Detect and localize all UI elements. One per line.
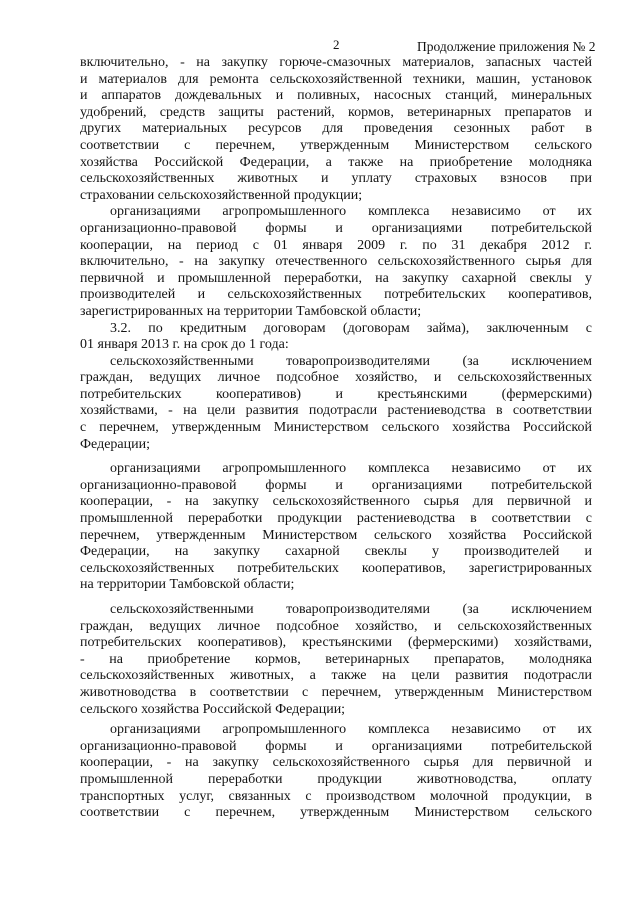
text-line: промышленной переработки продукции животноводства, оплату — [80, 771, 592, 787]
text-line: организационно-правовой формы и организациями потребительской — [80, 220, 592, 236]
paragraph — [80, 354, 592, 454]
text-line: производителей и сельскохозяйственных потребительских кооперативов, — [80, 287, 592, 303]
text-line: животноводства в соответствии с перечнем, утвержденным Министерством — [80, 684, 592, 700]
text-line: соответствии с перечнем, утвержденным Министерством сельского — [80, 137, 592, 153]
text-line: и аппаратов дождевальных и поливных, насосных станций, минеральных — [80, 88, 592, 104]
text-line: кооперации, - на закупку сельскохозяйственного сырья для первичной и — [80, 755, 592, 771]
text-line: включительно, - на закупку отечественного сельскохозяйственного сырья для — [80, 254, 592, 270]
page-number: 2 — [333, 37, 340, 52]
text-line: - на приобретение кормов, ветеринарных препаратов, молодняка — [80, 651, 592, 667]
text-line: граждан, ведущих личное подсобное хозяйство, и сельскохозяйственных — [80, 370, 592, 386]
paragraph — [80, 722, 592, 822]
text-line: Федерации, на закупку сахарной свеклы у производителей и — [80, 544, 592, 560]
text-line: хозяйства Российской Федерации, а также на приобретение молодняка — [80, 154, 592, 170]
text-line: сельскохозяйственных животных, а также на цели развития подотрасли — [80, 668, 592, 684]
text-line: удобрений, средств защиты растений, кормов, ветеринарных препаратов и — [80, 104, 592, 120]
paragraph — [80, 204, 592, 320]
paragraph — [80, 321, 592, 354]
text-line: кооперации, - на закупку сельскохозяйственного сырья для первичной и — [80, 494, 592, 510]
text-line: граждан, ведущих личное подсобное хозяйство, и сельскохозяйственных — [80, 618, 592, 634]
paragraph — [80, 55, 592, 204]
paragraph — [80, 602, 592, 718]
text-line: включительно, - на закупку горюче-смазочных материалов, запасных частей — [80, 55, 592, 70]
text-line: транспортных услуг, связанных с производством молочной продукции, в — [80, 788, 592, 804]
text-line: соответствии с перечнем, утвержденным Министерством сельского — [80, 805, 592, 821]
text-line: хозяйствами, - на цели развития подотрасли растениеводства в соответствии — [80, 403, 592, 419]
text-line: страховании сельскохозяйственной продукции; — [80, 187, 363, 203]
text-line: на территории Тамбовской области; — [80, 577, 295, 593]
text-line: сельскохозяйственными товаропроизводителями (за исключением — [110, 353, 592, 369]
text-line: первичной и промышленной переработки, на закупку сахарной свеклы у — [80, 270, 592, 286]
text-line: с перечнем, утвержденным Министерством сельского хозяйства Российской — [80, 420, 592, 436]
text-line: организациями агропромышленного комплекса независимо от их — [110, 204, 592, 220]
document-body — [80, 55, 592, 822]
text-line: 01 января 2013 г. на срок до 1 года: — [80, 337, 289, 353]
continuation-header: Продолжение приложения № 2 — [417, 39, 596, 54]
text-line: потребительских кооперативов), крестьянскими (фермерскими) хозяйствами, — [80, 635, 592, 651]
paragraph — [80, 461, 592, 594]
text-line: организационно-правовой формы и организациями потребительской — [80, 477, 592, 493]
text-line: перечнем, утвержденным Министерством сельского хозяйства Российской — [80, 527, 592, 543]
text-line: сельскохозяйственными товаропроизводителями (за исключением — [110, 602, 592, 617]
text-line: 3.2. по кредитным договорам (договорам займа), заключенным с — [110, 320, 592, 336]
text-line: промышленной переработки продукции растениеводства в соответствии с — [80, 511, 592, 527]
text-line: кооперации, на период с 01 января 2009 г. по 31 декабря 2012 г. — [80, 237, 592, 253]
text-line: других материальных ресурсов для проведения сезонных работ в — [80, 121, 592, 137]
text-line: зарегистрированных на территории Тамбовской области; — [80, 303, 422, 319]
text-line: потребительских кооперативов) и крестьянскими (фермерскими) — [80, 386, 592, 402]
text-line: организационно-правовой формы и организациями потребительской — [80, 738, 592, 754]
text-line: организациями агропромышленного комплекса независимо от их — [110, 461, 592, 477]
text-line: и материалов для ремонта сельскохозяйственной техники, машин, установок — [80, 71, 592, 87]
text-line: сельского хозяйства Российской Федерации; — [80, 701, 346, 717]
text-line: сельскохозяйственных потребительских кооперативов, зарегистрированных — [80, 560, 592, 576]
text-line: сельскохозяйственных животных и уплату страховых взносов при — [80, 171, 592, 187]
text-line: организациями агропромышленного комплекса независимо от их — [110, 722, 592, 738]
text-line: Федерации; — [80, 436, 151, 452]
